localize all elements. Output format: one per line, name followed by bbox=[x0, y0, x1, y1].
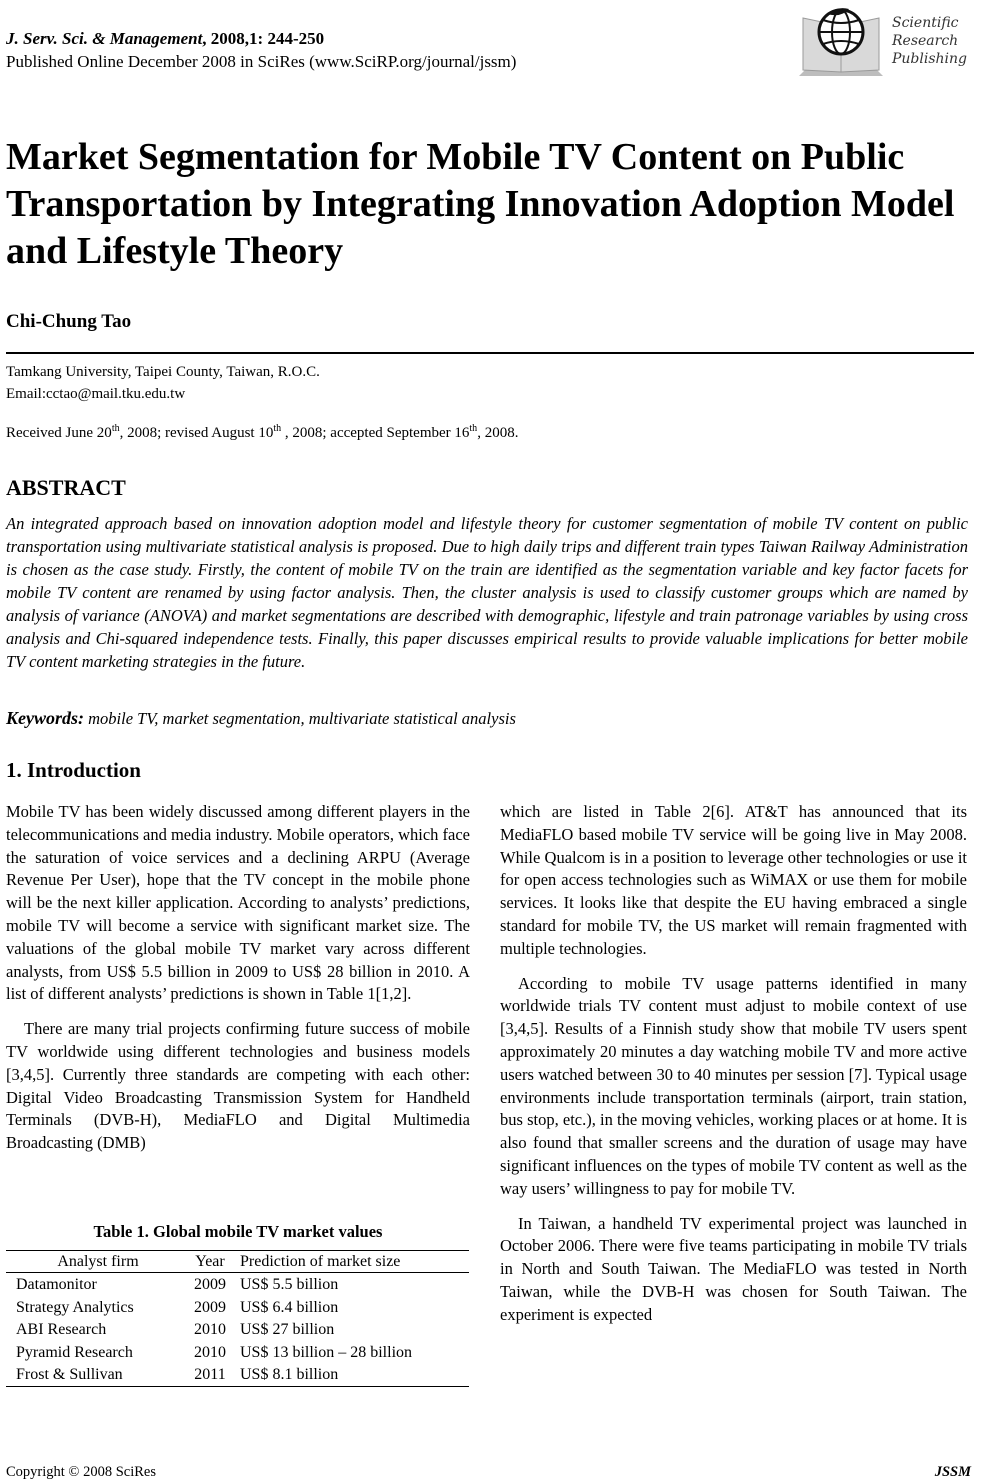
journal-volume: , 2008,1: 244-250 bbox=[202, 29, 325, 48]
author-divider bbox=[6, 352, 974, 354]
paragraph: Mobile TV has been widely discussed among different players in the telecommunications and media industry. Mobile operators, which face the saturation of voice services and a declining ARPU (Average Revenue Per User), hope that the TV concept in the mobile phone will be the next killer application. According to analysts’ predictions, mobile TV will become a service with significant market size. The valuations of the global mobile TV market vary across different analysts, from US$ 5.5 billion in 2009 to US$ 28 billion in 2010. A list of different analysts’ predictions is shown in Table 1[1,2]. bbox=[6, 802, 470, 1004]
affiliation-block bbox=[6, 361, 320, 405]
table-row: Datamonitor 2009 US$ 5.5 billion bbox=[16, 1276, 339, 1293]
table-caption: Table 1. Global mobile TV market values bbox=[93, 1222, 383, 1241]
keywords-list: mobile TV, market segmentation, multivariate statistical analysis bbox=[88, 709, 516, 728]
table-header-row bbox=[6, 1251, 469, 1273]
table-row: Strategy Analytics 2009 US$ 6.4 billion bbox=[16, 1298, 339, 1316]
publisher-name: Scientific Research Publishing bbox=[892, 15, 968, 67]
author-name: Chi-Chung Tao bbox=[6, 311, 132, 332]
paragraph: There are many trial projects confirming future success of mobile TV worldwide using different technologies and business models [3,4,5]. Currently three standards are competing with each other: Digital Video Broadcasting Transmission System for Handheld Terminals (DVB-H), MediaFLO and Digital Multimedia Broadcasting (DMB) bbox=[6, 1019, 470, 1153]
journal-reference bbox=[6, 29, 324, 49]
footer-journal: JSSM bbox=[934, 1464, 971, 1480]
paper-title: Market Segmentation for Mobile TV Content on Public Transportation by Integrating Innovation Adoption Model and Lifestyle Theory bbox=[6, 136, 955, 272]
right-column bbox=[500, 801, 967, 1339]
table-row: Pyramid Research 2010 US$ 13 billion – 28 billion bbox=[16, 1343, 413, 1361]
journal-name: J. Serv. Sci. & Management bbox=[6, 29, 203, 48]
email: Email:cctao@mail.tku.edu.tw bbox=[6, 386, 186, 402]
paragraph: In Taiwan, a handheld TV experimental project was launched in October 2006. There were five teams participating in mobile TV trials in North and South Taiwan. The MediaFLO was tested in North Taiwan, while the DVB-H was chosen for South Taiwan. The experiment is expected bbox=[500, 1213, 967, 1324]
table-row: Frost & Sullivan 2011 US$ 8.1 billion bbox=[6, 1363, 469, 1386]
paragraph: According to mobile TV usage patterns identified in many worldwide trials TV content must adjust to mobile context of use [3,4,5]. Results of a Finnish study show that mobile TV users spent approximately 20 minutes a day watching mobile TV and more active users watched between 30 to 40 minutes per session [7]. Typical usage environments include transportation terminals (airport, train station, bus stop, etc.), in the moving vehicles, working places or at home. It is also found that smaller screens and the duration of usage may have significant influences on the types of mobile TV content as well as the way users’ willingness to pay for mobile TV. bbox=[500, 973, 967, 1198]
column-header: Analyst firm bbox=[6, 1251, 180, 1273]
received-dates: Received June 20th, 2008; revised August 10th , 2008; accepted September 16th, 2008. bbox=[6, 423, 519, 441]
keywords-label: Keywords: bbox=[6, 708, 84, 728]
column-header: Prediction of market size bbox=[240, 1251, 469, 1273]
published-online-line: Published Online December 2008 in SciRes (www.SciRP.org/journal/jssm) bbox=[6, 52, 517, 71]
abstract-text: An integrated approach based on innovation adoption model and lifestyle theory for customer segmentation of mobile TV content on public transportation using multivariate statistical analysis is proposed. Due to high daily trips and different train types Taiwan Railway Administration is chosen as the case study. Firstly, the content of mobile TV on the train are identified as the segmentation variable and key factor facets for mobile TV content are renamed by using factor analysis. Then, the cluster analysis is used to classify customer groups which are named by analysis of variance (ANOVA) and market segmentations are described with demographic, lifestyle and train patronage variables by using cross analysis and Chi-squared independence tests. Finally, this paper discusses empirical results to provide valuable implications for better mobile TV content marketing strategies in the future. bbox=[6, 514, 968, 671]
footer-copyright: Copyright © 2008 SciRes bbox=[6, 1464, 156, 1480]
abstract-heading: ABSTRACT bbox=[6, 475, 126, 500]
paragraph: which are listed in Table 2[6]. AT&T has announced that its MediaFLO based mobile TV service will be going live in May 2008. While Qualcom is in a position to leverage other technologies or use it for open access technologies such as WiMAX or use them for mobile services. It looks like that despite the EU having embraced a single standard for mobile TV, the US market will remain fragmented with multiple technologies. bbox=[500, 802, 967, 958]
table-row: ABI Research 2010 US$ 27 billion bbox=[16, 1321, 335, 1339]
left-column bbox=[6, 801, 470, 1167]
keywords-line bbox=[6, 708, 516, 729]
publisher-logo bbox=[797, 0, 972, 80]
market-values-table bbox=[6, 1250, 469, 1387]
section-heading-introduction: 1. Introduction bbox=[6, 758, 141, 782]
affiliation: Tamkang University, Taipei County, Taiwan, R.O.C. bbox=[6, 364, 320, 380]
column-header: Year bbox=[180, 1251, 240, 1273]
globe-book-icon bbox=[797, 0, 887, 80]
